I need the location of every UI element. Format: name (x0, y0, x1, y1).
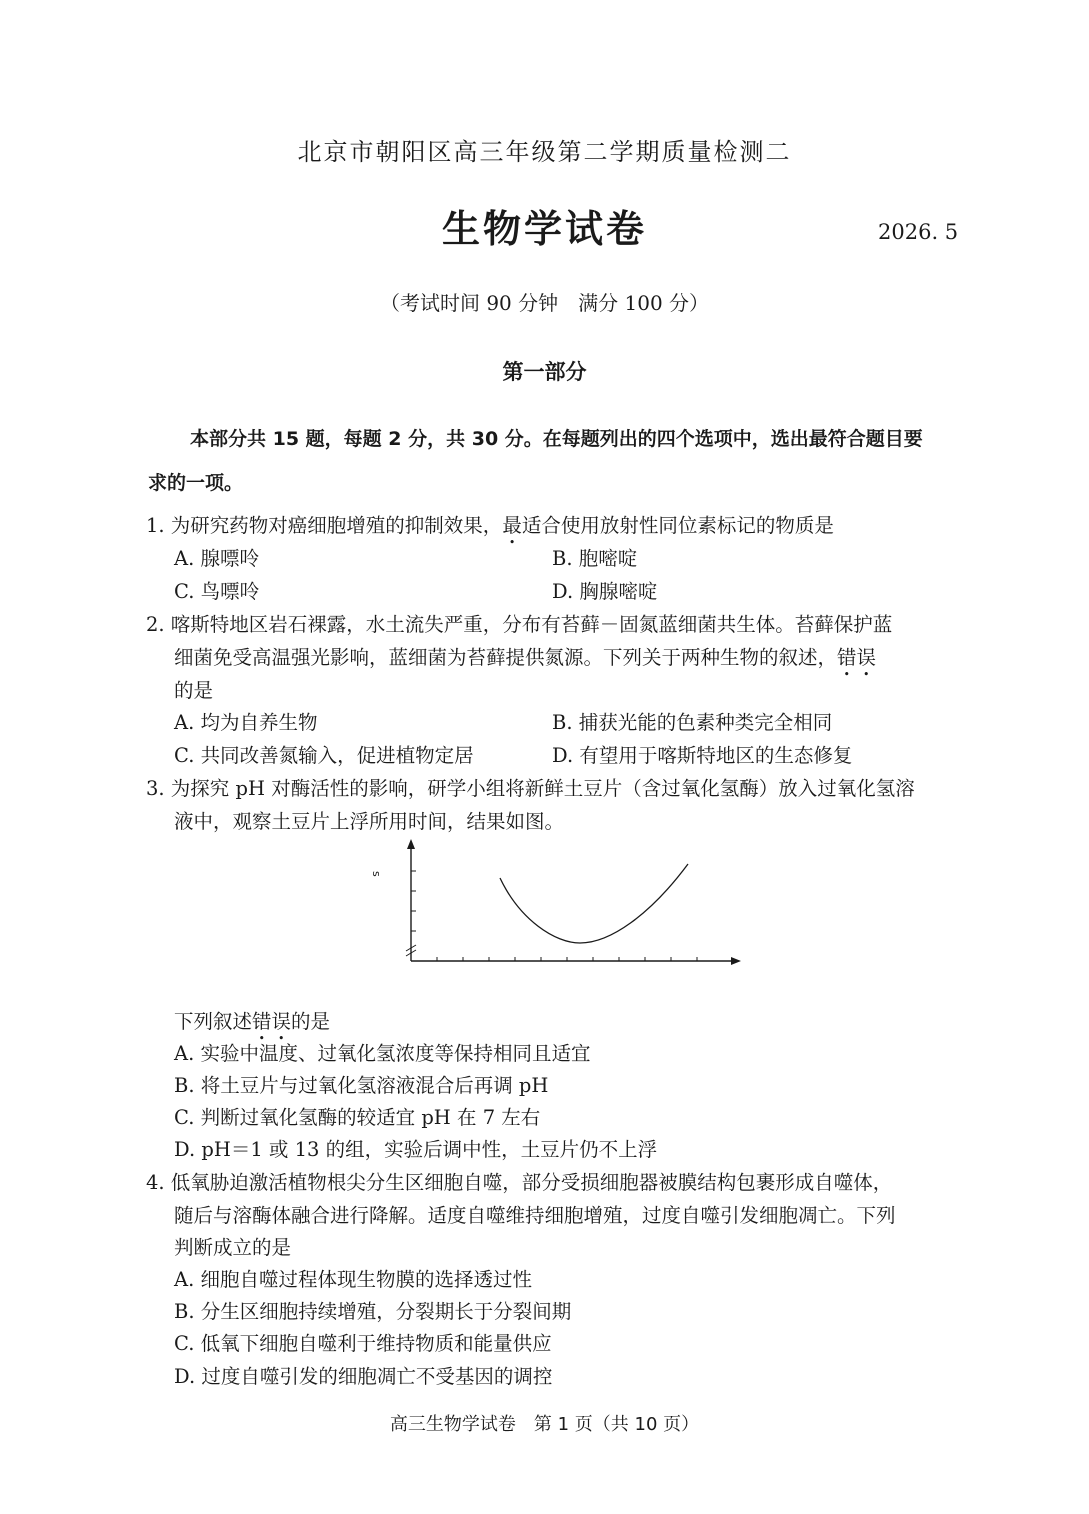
ph-float-time-graph (360, 835, 760, 975)
question-2-option-c: C. 共同改善氮输入，促进植物定居 (174, 744, 474, 767)
part-instruction-line2: 求的一项。 (148, 472, 244, 494)
y-ticks (411, 871, 416, 931)
question-4-option-a: A. 细胞自噬过程体现生物膜的选择透过性 (174, 1268, 532, 1291)
question-1-stem (146, 510, 834, 538)
page-title: 生物学试卷 (441, 207, 647, 251)
question-3-emphasis-1: 错 (252, 1010, 272, 1033)
question-4-option-d: D. 过度自噬引发的细胞凋亡不受基因的调控 (174, 1365, 553, 1388)
question-3-option-d: D. pH＝1 或 13 的组，实验后调中性，土豆片仍不上浮 (174, 1138, 658, 1161)
question-2-line2 (174, 642, 876, 670)
question-2-option-d: D. 有望用于喀斯特地区的生态修复 (552, 744, 853, 767)
question-3-option-c: C. 判断过氧化氢酶的较适宜 pH 在 7 左右 (174, 1106, 541, 1129)
x-axis-arrow (731, 957, 741, 965)
y-axis-label: s (370, 871, 383, 877)
question-2-emphasis-2: 误 (856, 646, 877, 669)
question-3-option-a: A. 实验中温度、过氧化氢浓度等保持相同且适宜 (174, 1042, 591, 1065)
question-1-option-b: B. 胞嘧啶 (552, 547, 638, 570)
question-4-line1: 4. 低氧胁迫激活植物根尖分生区细胞自噬，部分受损细胞器被膜结构包裹形成自噬体， (146, 1171, 893, 1194)
exam-time-info: （考试时间 90 分钟 满分 100 分） (379, 291, 710, 315)
y-axis-arrow (407, 839, 415, 849)
question-4-option-c: C. 低氧下细胞自噬利于维持物质和能量供应 (174, 1332, 552, 1355)
question-3-option-b: B. 将土豆片与过氧化氢溶液混合后再调 pH (174, 1074, 549, 1097)
question-2-option-b: B. 捕获光能的色素种类完全相同 (552, 711, 833, 734)
part-instruction-line1: 本部分共 15 题，每题 2 分，共 30 分。在每题列出的四个选项中，选出最符合题目要 (190, 428, 923, 450)
exam-name: 北京市朝阳区高三年级第二学期质量检测二 (297, 138, 792, 166)
question-3-prompt-pre: 下列叙述 (174, 1010, 253, 1033)
question-2-line3: 的是 (174, 679, 214, 702)
question-1-option-d: D. 胸腺嘧啶 (552, 580, 658, 603)
question-2-option-a: A. 均为自养生物 (174, 711, 318, 734)
question-1-emphasis: 最 (502, 514, 522, 537)
question-1-option-c: C. 鸟嘌呤 (174, 580, 260, 603)
question-3-prompt (174, 1006, 330, 1034)
question-3-prompt-post: 的是 (291, 1010, 331, 1033)
question-4-line2: 随后与溶酶体融合进行降解。适度自噬维持细胞增殖，过度自噬引发细胞凋亡。下列 (174, 1204, 896, 1227)
question-3-line1: 3. 为探究 pH 对酶活性的影响，研学小组将新鲜土豆片（含过氧化氢酶）放入过氧化氢溶 (146, 777, 915, 800)
question-2-emphasis-1: 错 (837, 646, 857, 669)
question-3-line2: 液中，观察土豆片上浮所用时间，结果如图。 (174, 810, 565, 833)
question-2-line1: 2. 喀斯特地区岩石裸露，水土流失严重，分布有苔藓－固氮蓝细菌共生体。苔藓保护蓝 (146, 613, 893, 636)
question-4-line3: 判断成立的是 (174, 1236, 292, 1259)
question-3-emphasis-2: 误 (271, 1010, 292, 1033)
question-1-stem-pre: 1. 为研究药物对癌细胞增殖的抑制效果， (146, 514, 503, 537)
question-1-option-a: A. 腺嘌呤 (174, 547, 259, 570)
question-2-line2-pre: 细菌免受高温强光影响，蓝细菌为苔藓提供氮源。下列关于两种生物的叙述， (174, 646, 838, 669)
exam-date: 2026. 5 (878, 220, 959, 244)
question-1-stem-post: 适合使用放射性同位素标记的物质是 (521, 514, 834, 537)
float-time-curve (500, 864, 688, 943)
question-4-option-b: B. 分生区细胞持续增殖，分裂期长于分裂间期 (174, 1300, 572, 1323)
page-footer: 高三生物学试卷 第 1 页（共 10 页） (389, 1414, 700, 1435)
part-title: 第一部分 (502, 360, 587, 384)
